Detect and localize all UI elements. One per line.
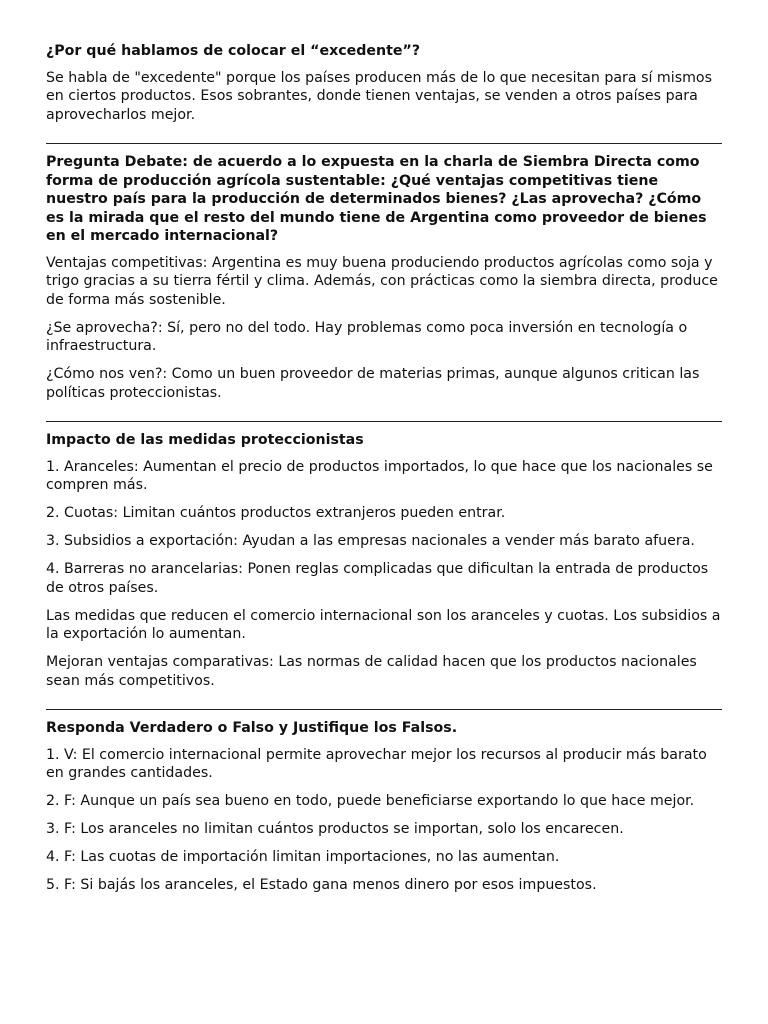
list-item: 3. Subsidios a exportación: Ayudan a las empresas nacionales a vender más barato afuera. [46, 533, 695, 549]
list-item: 1. Aranceles: Aumentan el precio de productos importados, lo que hace que los nacionales se compren más. [46, 458, 713, 493]
section-divider [46, 421, 722, 422]
section-heading: Impacto de las medidas proteccionistas [46, 432, 364, 448]
list-item: 2. F: Aunque un país sea bueno en todo, puede beneficiarse exportando lo que hace mejor. [46, 793, 695, 809]
section-pregunta-debate [46, 153, 722, 402]
list-item: 5. F: Si bajás los aranceles, el Estado gana menos dinero por esos impuestos. [46, 877, 597, 893]
paragraph: ¿Cómo nos ven?: Como un buen proveedor de materias primas, aunque algunos critican las políticas proteccionistas. [46, 366, 700, 401]
paragraph: Se habla de "excedente" porque los países producen más de lo que necesitan para sí mismos en ciertos productos. Esos sobrantes, donde tienen ventajas, se venden a otros países para aprovecharlos mejor. [46, 69, 712, 123]
paragraph: ¿Se aprovecha?: Sí, pero no del todo. Hay problemas como poca inversión en tecnología o infraestructura. [46, 319, 688, 354]
section-verdadero-falso [46, 719, 722, 895]
section-divider [46, 709, 722, 710]
list-item: 1. V: El comercio internacional permite aprovechar mejor los recursos al producir más barato en grandes cantidades. [46, 746, 707, 781]
paragraph: Ventajas competitivas: Argentina es muy buena produciendo productos agrícolas como soja y trigo gracias a su tierra fértil y clima. Además, con prácticas como la siembra directa, produce de forma más sostenible. [46, 254, 718, 308]
section-excedente [46, 42, 722, 124]
paragraph: Mejoran ventajas comparativas: Las normas de calidad hacen que los productos nacionales sean más competitivos. [46, 654, 697, 689]
paragraph: Las medidas que reducen el comercio internacional son los aranceles y cuotas. Los subsidios a la exportación lo aumentan. [46, 607, 721, 642]
list-item: 4. F: Las cuotas de importación limitan importaciones, no las aumentan. [46, 849, 560, 865]
section-medidas-proteccionistas [46, 431, 722, 690]
list-item: 2. Cuotas: Limitan cuántos productos extranjeros pueden entrar. [46, 505, 506, 521]
section-heading: Pregunta Debate: de acuerdo a lo expuesta en la charla de Siembra Directa como forma de producción agrícola sustentable: ¿Qué ventajas competitivas tiene nuestro país para la producción de determinados bienes? ¿Las aprovecha? ¿Cómo es la mirada que el resto del mundo tiene de Argentina como proveedor de bienes en el mercado internacional? [46, 154, 707, 244]
section-heading: Responda Verdadero o Falso y Justifique los Falsos. [46, 720, 458, 736]
list-item: 3. F: Los aranceles no limitan cuántos productos se importan, solo los encarecen. [46, 821, 624, 837]
list-item: 4. Barreras no arancelarias: Ponen reglas complicadas que dificultan la entrada de productos de otros países. [46, 561, 709, 596]
section-heading: ¿Por qué hablamos de colocar el “excedente”? [46, 43, 421, 59]
section-divider [46, 143, 722, 144]
